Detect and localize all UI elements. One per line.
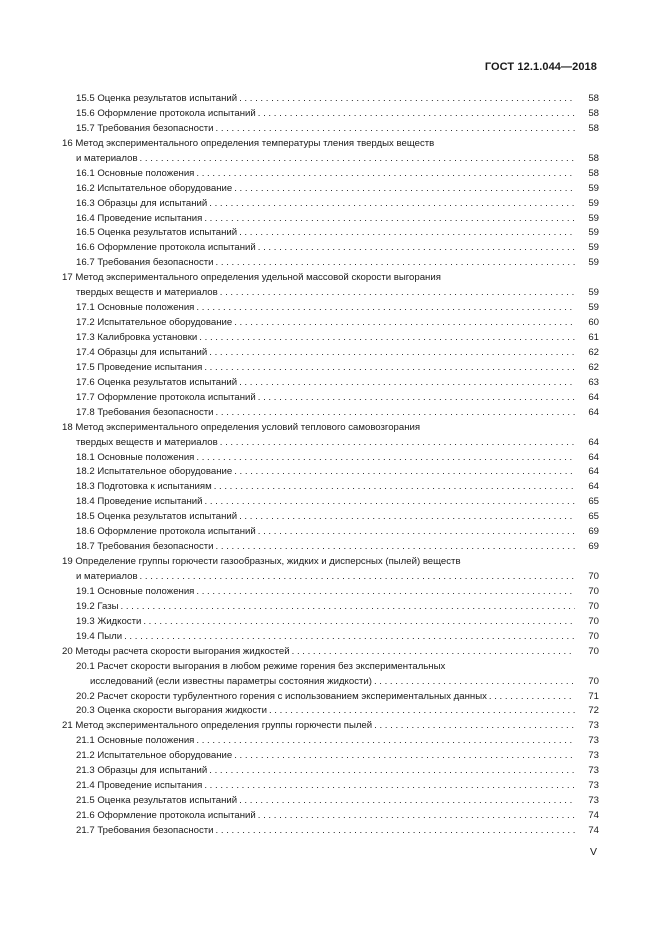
dot-leader [121,600,575,615]
dot-leader [216,122,575,137]
toc-entry-page: 58 [575,152,599,167]
toc-entry-title: 18.3 Подготовка к испытаниям [76,480,214,495]
toc-entry[interactable] [62,555,599,570]
toc-entry[interactable] [62,331,599,346]
toc-entry[interactable] [62,615,599,630]
toc-entry-title: 18.5 Оценка результатов испытаний [76,510,239,525]
dot-leader [374,675,575,690]
toc-entry[interactable] [62,122,599,137]
toc-entry-page: 59 [575,241,599,256]
toc-entry[interactable] [62,152,599,167]
toc-entry-title: 20.1 Расчет скорости выгорания в любом режиме горения без экспериментальных [76,660,447,675]
toc-entry[interactable] [62,660,599,675]
toc-entry-title: 15.5 Оценка результатов испытаний [76,92,239,107]
toc-entry[interactable] [62,301,599,316]
toc-entry-page: 58 [575,122,599,137]
toc-entry-title: 21.2 Испытательное оборудование [76,749,234,764]
toc-entry-title: 17 Метод экспериментального определения удельной массовой скорости выгорания [62,271,443,286]
toc-entry-title: 16.7 Требования безопасности [76,256,216,271]
dot-leader [258,809,575,824]
dot-leader [216,406,575,421]
toc-entry[interactable] [62,495,599,510]
toc-entry-title: твердых веществ и материалов [76,436,220,451]
toc-entry-page: 58 [575,92,599,107]
dot-leader [209,197,575,212]
toc-entry-title: 19.4 Пыли [76,630,124,645]
toc-entry-page: 70 [575,585,599,600]
toc-entry-page: 58 [575,107,599,122]
dot-leader [204,779,575,794]
toc-entry[interactable] [62,525,599,540]
toc-entry-title: 19.1 Основные положения [76,585,196,600]
toc-entry-page: 72 [575,704,599,719]
toc-entry[interactable] [62,585,599,600]
toc-entry[interactable] [62,286,599,301]
toc-entry-page: 59 [575,301,599,316]
toc-entry[interactable] [62,465,599,480]
toc-entry[interactable] [62,197,599,212]
dot-leader [239,92,575,107]
toc-entry-title: 16.1 Основные положения [76,167,196,182]
toc-entry-title: 20.2 Расчет скорости турбулентного горения с использованием экспериментальных данных [76,690,489,705]
dot-leader [209,764,575,779]
toc-entry-page: 73 [575,734,599,749]
toc-entry-page: 61 [575,331,599,346]
toc-entry[interactable] [62,256,599,271]
toc-entry-page: 69 [575,540,599,555]
toc-entry[interactable] [62,376,599,391]
toc-entry[interactable] [62,271,599,286]
toc-entry[interactable] [62,794,599,809]
toc-entry[interactable] [62,451,599,466]
toc-entry-title: 17.2 Испытательное оборудование [76,316,234,331]
dot-leader [220,286,575,301]
toc-entry[interactable] [62,406,599,421]
toc-entry-page: 70 [575,675,599,690]
toc-entry[interactable] [62,690,599,705]
page-number: V [589,846,597,858]
dot-leader [239,794,575,809]
table-of-contents [62,92,599,839]
dot-leader [196,734,575,749]
toc-entry-title: и материалов [76,152,140,167]
dot-leader [234,182,575,197]
dot-leader [204,212,575,227]
toc-entry-page: 71 [575,690,599,705]
dot-leader [143,615,575,630]
toc-entry[interactable] [62,540,599,555]
dot-leader [234,465,575,480]
dot-leader [204,361,575,376]
toc-entry[interactable] [62,600,599,615]
toc-entry-title: твердых веществ и материалов [76,286,220,301]
toc-entry[interactable] [62,361,599,376]
toc-entry-page: 70 [575,615,599,630]
toc-entry-title: 19.3 Жидкости [76,615,143,630]
toc-entry-page: 73 [575,749,599,764]
toc-entry[interactable] [62,92,599,107]
dot-leader [196,167,575,182]
toc-entry-title: 19.2 Газы [76,600,121,615]
toc-entry-page: 64 [575,406,599,421]
toc-entry-page: 73 [575,779,599,794]
toc-entry-title: 19 Определение группы горючести газообразных, жидких и дисперсных (пылей) веществ [62,555,463,570]
toc-entry-title: 16.3 Образцы для испытаний [76,197,209,212]
toc-entry[interactable] [62,824,599,839]
toc-entry-page: 64 [575,451,599,466]
dot-leader [140,570,575,585]
toc-entry-title: 17.4 Образцы для испытаний [76,346,209,361]
dot-leader [239,376,575,391]
toc-entry-title: 17.8 Требования безопасности [76,406,216,421]
dot-leader [216,824,575,839]
toc-entry-title: 17.5 Проведение испытания [76,361,204,376]
toc-entry[interactable] [62,749,599,764]
toc-entry-page: 59 [575,212,599,227]
toc-entry-title: 15.7 Требования безопасности [76,122,216,137]
dot-leader [258,107,575,122]
dot-leader [205,495,576,510]
toc-entry-page: 59 [575,197,599,212]
toc-entry-title: 17.7 Оформление протокола испытаний [76,391,258,406]
toc-entry-title: 18.1 Основные положения [76,451,196,466]
dot-leader [196,451,575,466]
dot-leader [258,241,575,256]
toc-entry-title: 21 Метод экспериментального определения группы горючести пылей [62,719,374,734]
dot-leader [269,704,575,719]
toc-entry-title: 16 Метод экспериментального определения температуры тления твердых веществ [62,137,436,152]
toc-entry-page: 62 [575,346,599,361]
toc-entry-title: 17.1 Основные положения [76,301,196,316]
document-id: ГОСТ 12.1.044—2018 [484,61,597,73]
toc-entry[interactable] [62,510,599,525]
toc-entry-title: 17.6 Оценка результатов испытаний [76,376,239,391]
toc-entry-title: 18 Метод экспериментального определения условий теплового самовозгорания [62,421,422,436]
toc-entry[interactable] [62,226,599,241]
toc-entry-title: и материалов [76,570,140,585]
toc-entry[interactable] [62,630,599,645]
dot-leader [216,256,575,271]
toc-entry-page: 59 [575,226,599,241]
toc-entry[interactable] [62,107,599,122]
dot-leader [234,316,575,331]
toc-entry[interactable] [62,137,599,152]
toc-entry-title: 20.3 Оценка скорости выгорания жидкости [76,704,269,719]
toc-entry[interactable] [62,764,599,779]
toc-entry-page: 70 [575,570,599,585]
toc-entry[interactable] [62,734,599,749]
dot-leader [239,226,575,241]
toc-entry-title: 21.7 Требования безопасности [76,824,216,839]
toc-entry-page: 59 [575,286,599,301]
dot-leader [239,510,575,525]
toc-entry-title: 16.5 Оценка результатов испытаний [76,226,239,241]
toc-entry[interactable] [62,480,599,495]
dot-leader [374,719,575,734]
toc-entry-title: 18.6 Оформление протокола испытаний [76,525,258,540]
toc-entry[interactable] [62,316,599,331]
toc-entry-page: 65 [575,495,599,510]
dot-leader [140,152,575,167]
toc-entry-page: 64 [575,480,599,495]
dot-leader [258,525,575,540]
dot-leader [196,301,575,316]
toc-entry[interactable] [62,241,599,256]
toc-entry[interactable] [62,645,599,660]
dot-leader [489,690,575,705]
dot-leader [124,630,575,645]
toc-entry-title: 21.5 Оценка результатов испытаний [76,794,239,809]
toc-entry-page: 70 [575,645,599,660]
toc-entry-title: 16.4 Проведение испытания [76,212,204,227]
toc-entry-page: 63 [575,376,599,391]
dot-leader [196,585,575,600]
toc-entry-page: 70 [575,600,599,615]
toc-entry-page: 59 [575,256,599,271]
toc-entry-page: 60 [575,316,599,331]
toc-entry-title: 21.6 Оформление протокола испытаний [76,809,258,824]
toc-entry[interactable] [62,779,599,794]
toc-entry[interactable] [62,182,599,197]
toc-entry-title: исследований (если известны параметры состояния жидкости) [90,675,374,690]
dot-leader [214,480,575,495]
toc-entry[interactable] [62,719,599,734]
toc-entry-title: 18.2 Испытательное оборудование [76,465,234,480]
toc-entry[interactable] [62,212,599,227]
toc-entry-title: 21.3 Образцы для испытаний [76,764,209,779]
toc-entry[interactable] [62,346,599,361]
toc-entry-title: 20 Методы расчета скорости выгорания жидкостей [62,645,292,660]
toc-entry[interactable] [62,704,599,719]
toc-entry-title: 21.1 Основные положения [76,734,196,749]
dot-leader [209,346,575,361]
toc-entry-page: 64 [575,436,599,451]
toc-entry[interactable] [62,809,599,824]
toc-entry-page: 73 [575,764,599,779]
toc-entry[interactable] [62,167,599,182]
toc-entry-page: 74 [575,824,599,839]
dot-leader [220,436,575,451]
toc-entry-title: 21.4 Проведение испытания [76,779,204,794]
toc-entry-page: 73 [575,719,599,734]
toc-entry-title: 18.4 Проведение испытаний [76,495,205,510]
toc-entry-title: 16.2 Испытательное оборудование [76,182,234,197]
toc-entry-title: 16.6 Оформление протокола испытаний [76,241,258,256]
toc-entry[interactable] [62,675,599,690]
dot-leader [234,749,575,764]
toc-entry-page: 64 [575,465,599,480]
toc-entry[interactable] [62,570,599,585]
dot-leader [216,540,575,555]
toc-entry[interactable] [62,421,599,436]
toc-entry-page: 62 [575,361,599,376]
toc-entry-page: 74 [575,809,599,824]
dot-leader [258,391,575,406]
dot-leader [292,645,575,660]
toc-entry-title: 18.7 Требования безопасности [76,540,216,555]
toc-entry-page: 65 [575,510,599,525]
toc-entry-title: 17.3 Калибровка установки [76,331,199,346]
toc-entry[interactable] [62,391,599,406]
toc-entry-page: 64 [575,391,599,406]
toc-entry-page: 73 [575,794,599,809]
toc-entry-page: 70 [575,630,599,645]
toc-entry-page: 69 [575,525,599,540]
toc-entry-page: 59 [575,182,599,197]
dot-leader [199,331,575,346]
toc-entry[interactable] [62,436,599,451]
toc-entry-page: 58 [575,167,599,182]
toc-entry-title: 15.6 Оформление протокола испытаний [76,107,258,122]
